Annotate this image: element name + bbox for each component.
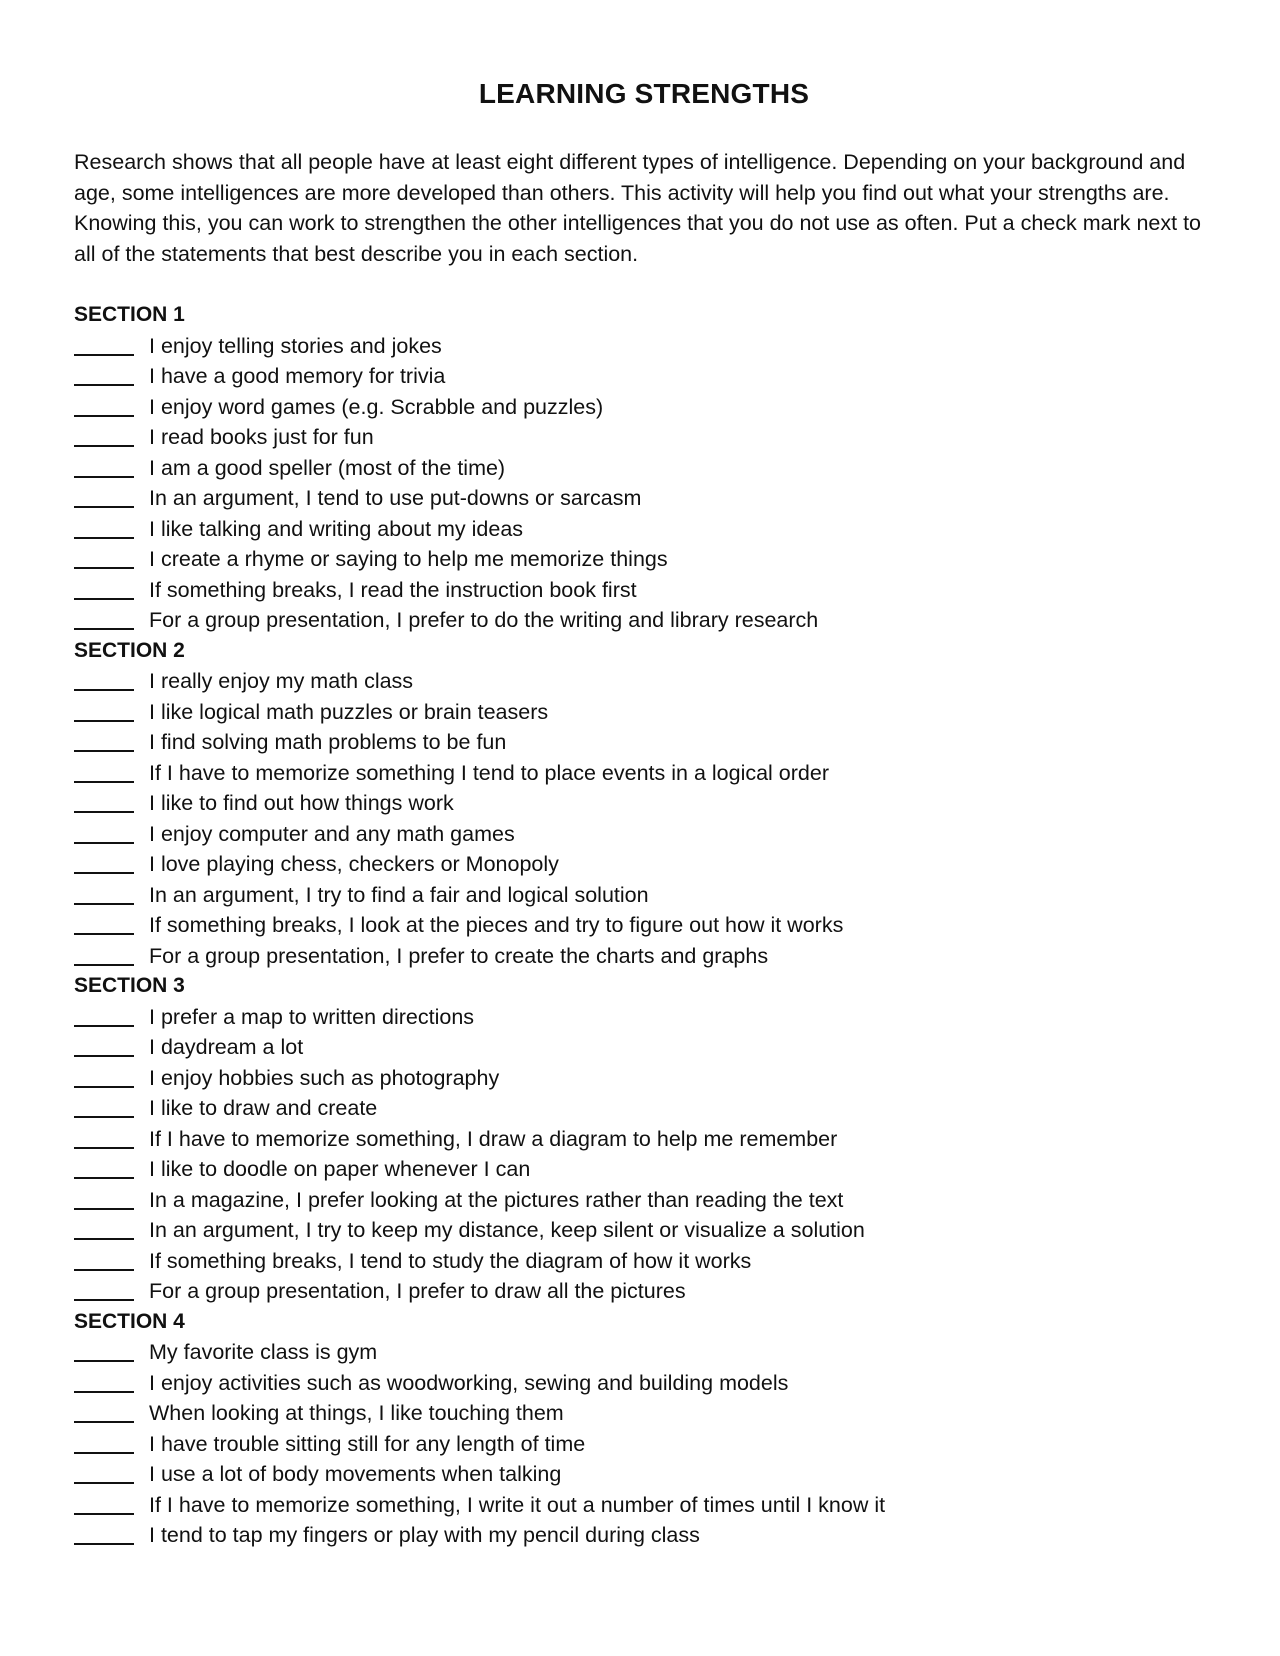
statement-text: I enjoy telling stories and jokes <box>149 333 442 358</box>
checklist-item <box>74 483 1214 514</box>
checklist-item <box>74 1032 1214 1063</box>
statement-text: I enjoy word games (e.g. Scrabble and puzzles) <box>149 394 604 419</box>
check-blank[interactable] <box>74 1066 134 1088</box>
checklist-item <box>74 1246 1214 1277</box>
check-blank[interactable] <box>74 1157 134 1179</box>
check-blank[interactable] <box>74 944 134 966</box>
statement-text: In a magazine, I prefer looking at the pictures rather than reading the text <box>149 1187 844 1212</box>
check-blank[interactable] <box>74 1035 134 1057</box>
statement-text: If I have to memorize something I tend to place events in a logical order <box>149 760 830 785</box>
checklist-item <box>74 605 1214 636</box>
check-blank[interactable] <box>74 852 134 874</box>
page-title: LEARNING STRENGTHS <box>478 78 810 109</box>
check-blank[interactable] <box>74 761 134 783</box>
checklist-item <box>74 788 1214 819</box>
checklist-item <box>74 1215 1214 1246</box>
checklist-item <box>74 392 1214 423</box>
checklist-item <box>74 697 1214 728</box>
sections-container <box>74 300 1214 1551</box>
check-blank[interactable] <box>74 395 134 417</box>
check-blank[interactable] <box>74 791 134 813</box>
check-blank[interactable] <box>74 883 134 905</box>
checklist-item <box>74 758 1214 789</box>
check-blank[interactable] <box>74 578 134 600</box>
checklist-item <box>74 910 1214 941</box>
statement-text: I like talking and writing about my ideas <box>149 516 524 541</box>
statement-text: When looking at things, I like touching them <box>149 1401 564 1425</box>
statement-text: I like to draw and create <box>149 1096 378 1120</box>
check-blank[interactable] <box>74 822 134 844</box>
checklist-item <box>74 575 1214 606</box>
section-2 <box>74 636 1214 972</box>
checklist-item <box>74 361 1214 392</box>
checklist-item <box>74 1520 1214 1551</box>
statement-text: For a group presentation, I prefer to do the writing and library research <box>149 608 819 632</box>
statement-text: I read books just for fun <box>149 425 374 449</box>
statement-text: I enjoy computer and any math games <box>149 821 515 846</box>
check-blank[interactable] <box>74 517 134 539</box>
statement-text: In an argument, I try to find a fair and logical solution <box>149 882 649 907</box>
checklist-item <box>74 1093 1214 1124</box>
section-heading: SECTION 1 <box>74 303 185 326</box>
statement-text: If I have to memorize something, I draw a diagram to help me remember <box>149 1126 838 1151</box>
statement-text: I have a good memory for trivia <box>149 364 446 388</box>
statement-text: I enjoy activities such as woodworking, sewing and building models <box>149 1370 789 1395</box>
checklist-item <box>74 1490 1214 1521</box>
statement-text: I prefer a map to written directions <box>149 1004 475 1029</box>
statement-text: I daydream a lot <box>149 1035 304 1059</box>
check-blank[interactable] <box>74 1493 134 1515</box>
check-blank[interactable] <box>74 334 134 356</box>
check-blank[interactable] <box>74 730 134 752</box>
statement-text: I am a good speller (most of the time) <box>149 455 506 480</box>
checklist-item <box>74 819 1214 850</box>
check-blank[interactable] <box>74 1401 134 1423</box>
check-blank[interactable] <box>74 1188 134 1210</box>
check-blank[interactable] <box>74 1249 134 1271</box>
check-blank[interactable] <box>74 425 134 447</box>
statement-text: In an argument, I try to keep my distance, keep silent or visualize a solution <box>149 1218 865 1242</box>
check-blank[interactable] <box>74 669 134 691</box>
checklist-item <box>74 331 1214 362</box>
checklist-item <box>74 666 1214 697</box>
check-blank[interactable] <box>74 1005 134 1027</box>
checklist-item <box>74 544 1214 575</box>
statement-text: I find solving math problems to be fun <box>149 730 507 754</box>
checklist-item <box>74 1398 1214 1429</box>
check-blank[interactable] <box>74 1218 134 1240</box>
checklist-item <box>74 514 1214 545</box>
checklist-item <box>74 453 1214 484</box>
checklist-item <box>74 1154 1214 1185</box>
checklist-item <box>74 1276 1214 1307</box>
statement-text: I love playing chess, checkers or Monopoly <box>149 852 559 876</box>
check-blank[interactable] <box>74 700 134 722</box>
checklist-item <box>74 1368 1214 1399</box>
checklist-item <box>74 1337 1214 1368</box>
checklist-item <box>74 1124 1214 1155</box>
check-blank[interactable] <box>74 364 134 386</box>
statement-text: If I have to memorize something, I write it out a number of times until I know it <box>149 1492 886 1517</box>
check-blank[interactable] <box>74 1432 134 1454</box>
statement-text: I like to doodle on paper whenever I can <box>149 1157 531 1181</box>
checklist-item <box>74 727 1214 758</box>
check-blank[interactable] <box>74 456 134 478</box>
statement-text: I create a rhyme or saying to help me memorize things <box>149 547 668 571</box>
check-blank[interactable] <box>74 486 134 508</box>
checklist-item <box>74 849 1214 880</box>
check-blank[interactable] <box>74 1127 134 1149</box>
statement-text: I tend to tap my fingers or play with my pencil during class <box>149 1523 700 1547</box>
statement-text: I like to find out how things work <box>149 791 454 815</box>
statement-text: If something breaks, I tend to study the diagram of how it works <box>149 1248 752 1273</box>
section-heading: SECTION 3 <box>74 974 185 997</box>
check-blank[interactable] <box>74 1279 134 1301</box>
statement-text: I really enjoy my math class <box>149 669 414 693</box>
checklist-item <box>74 1429 1214 1460</box>
check-blank[interactable] <box>74 1340 134 1362</box>
section-4 <box>74 1307 1214 1551</box>
section-1 <box>74 300 1214 636</box>
check-blank[interactable] <box>74 608 134 630</box>
check-blank[interactable] <box>74 913 134 935</box>
statement-text: If something breaks, I look at the pieces and try to figure out how it works <box>149 913 844 937</box>
checklist-item <box>74 422 1214 453</box>
intro-text: Research shows that all people have at least eight different types of intelligence. Depending on your background and age, some intelligences are more developed than others. This activity will help you find out what your strengths are. Knowing this, you can work to strengthen the other intelligences that you do not use as often. Put a check mark next to all of the statements that best describe you in each section. <box>74 150 1202 266</box>
checklist-item <box>74 1002 1214 1033</box>
section-heading: SECTION 2 <box>74 638 185 662</box>
statement-text: If something breaks, I read the instruction book first <box>149 577 637 602</box>
checklist-item <box>74 880 1214 911</box>
statement-text: In an argument, I tend to use put-downs or sarcasm <box>149 486 642 510</box>
checklist-item <box>74 1063 1214 1094</box>
intro-paragraph <box>74 147 1214 269</box>
statement-text: My favorite class is gym <box>149 1340 378 1364</box>
statement-text: I use a lot of body movements when talking <box>149 1462 562 1486</box>
check-blank[interactable] <box>74 547 134 569</box>
check-blank[interactable] <box>74 1371 134 1393</box>
statement-text: For a group presentation, I prefer to draw all the pictures <box>149 1279 686 1303</box>
statement-text: I like logical math puzzles or brain teasers <box>149 699 549 724</box>
statement-text: I have trouble sitting still for any length of time <box>149 1431 586 1456</box>
check-blank[interactable] <box>74 1462 134 1484</box>
checklist-item <box>74 1459 1214 1490</box>
check-blank[interactable] <box>74 1096 134 1118</box>
statement-text: I enjoy hobbies such as photography <box>149 1065 500 1090</box>
checklist-item <box>74 941 1214 972</box>
checklist-item <box>74 1185 1214 1216</box>
check-blank[interactable] <box>74 1523 134 1545</box>
section-3 <box>74 971 1214 1307</box>
statement-text: For a group presentation, I prefer to create the charts and graphs <box>149 943 769 968</box>
section-heading: SECTION 4 <box>74 1309 185 1333</box>
